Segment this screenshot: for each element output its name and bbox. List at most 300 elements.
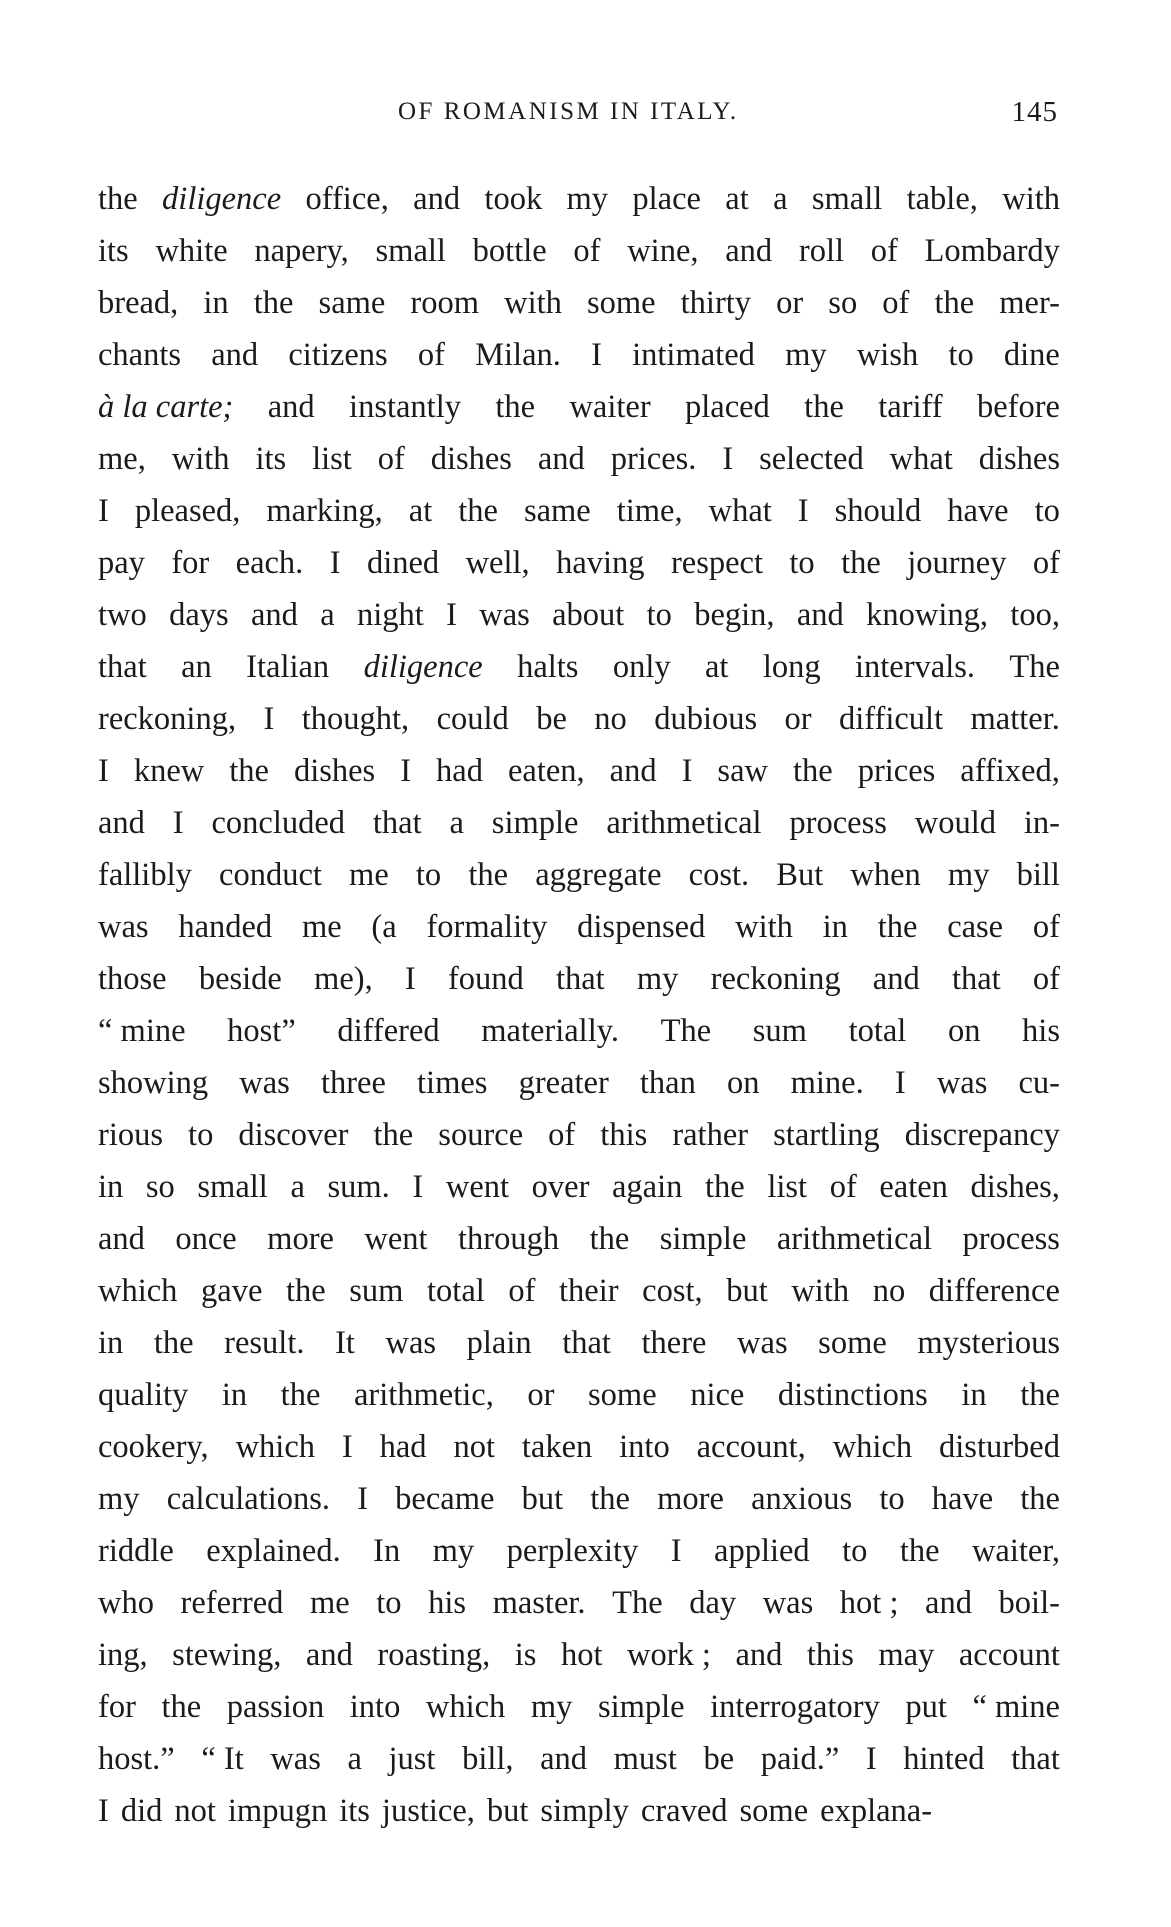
word: no (594, 701, 627, 737)
text-line (98, 277, 1060, 329)
word: mer- (999, 285, 1060, 321)
text-line (98, 1681, 1060, 1733)
word: “ mine (98, 1013, 186, 1049)
word: into (619, 1429, 670, 1465)
word: waiter, (971, 1533, 1060, 1569)
word: office, (305, 181, 389, 217)
word: tariff (878, 389, 943, 425)
word: and (537, 441, 585, 477)
word: his (428, 1585, 466, 1621)
word: in (822, 909, 848, 945)
word: simple (597, 1689, 685, 1725)
word: me), (314, 961, 373, 997)
word: I (98, 493, 109, 529)
word: eaten (879, 1169, 948, 1205)
word: for (171, 545, 210, 581)
word: halts (517, 649, 579, 685)
word: the (495, 389, 536, 425)
word: placed (685, 389, 770, 425)
word: with (1002, 181, 1060, 217)
word: when (850, 857, 921, 893)
word: in (98, 1169, 124, 1205)
word: that (951, 961, 1001, 997)
word: my (636, 961, 679, 997)
text-line (98, 1005, 1060, 1057)
word: a (290, 1169, 305, 1205)
word: dined (366, 545, 440, 581)
word: startling (773, 1117, 880, 1153)
word: explained. (206, 1533, 341, 1569)
text-line (98, 745, 1060, 797)
word: arithmetic, (353, 1377, 494, 1413)
word: to (376, 1585, 402, 1621)
word: napery, (254, 233, 349, 269)
text-line (98, 1421, 1060, 1473)
word: The (660, 1013, 712, 1049)
word: I (722, 441, 734, 477)
word: begin, (694, 597, 775, 633)
word: in (221, 1377, 248, 1413)
word: some (588, 1377, 657, 1413)
word: The (612, 1585, 663, 1621)
word: and (872, 961, 920, 997)
text-line (98, 1109, 1060, 1161)
word: the (804, 389, 844, 425)
word: of (1032, 909, 1060, 945)
word: me, (98, 441, 146, 477)
word: host.” (98, 1741, 175, 1777)
word: at (408, 493, 433, 529)
word: and (211, 337, 259, 373)
word: I (263, 701, 275, 737)
word: its (339, 1793, 370, 1829)
word: but (521, 1481, 564, 1517)
word: to (415, 857, 442, 893)
word: which (832, 1429, 913, 1465)
word: wish (856, 337, 919, 373)
word: not (174, 1793, 216, 1829)
word: dishes (430, 441, 512, 477)
word: work ; (626, 1637, 711, 1673)
word: same (318, 285, 386, 321)
text-line (98, 1733, 1060, 1785)
word: reckoning (710, 961, 841, 997)
word: conduct (219, 857, 322, 893)
word: that (562, 1325, 611, 1361)
text-line (98, 1265, 1060, 1317)
word: It (335, 1325, 355, 1361)
text-line (98, 901, 1060, 953)
word: waiter (569, 389, 651, 425)
word: have (947, 493, 1009, 529)
word: must (613, 1741, 677, 1777)
word: is (514, 1637, 537, 1673)
word: thirty (680, 285, 752, 321)
word: thought, (301, 701, 410, 737)
word: no (872, 1273, 906, 1309)
word: a (449, 805, 464, 841)
word: total (848, 1013, 907, 1049)
word: calculations. (166, 1481, 331, 1517)
word: Milan. (475, 337, 561, 373)
word: I (681, 753, 693, 789)
word: matter. (970, 701, 1060, 737)
word: cost, (642, 1273, 703, 1309)
word: pay (98, 545, 145, 581)
word: with (504, 285, 562, 321)
word: explana- (820, 1793, 933, 1829)
word: nice (690, 1377, 745, 1413)
word: differed (337, 1013, 440, 1049)
word: dishes (978, 441, 1060, 477)
word: prices (857, 753, 936, 789)
word: a (347, 1741, 362, 1777)
word: dine (1003, 337, 1060, 373)
word: cu- (1018, 1065, 1060, 1101)
word: was (239, 1065, 290, 1101)
word: applied (714, 1533, 810, 1569)
word: perplexity (506, 1533, 639, 1569)
word: of (1032, 545, 1060, 581)
word: of (829, 1169, 857, 1205)
word: knew (133, 753, 205, 789)
word: may (878, 1637, 935, 1673)
word: or (527, 1377, 555, 1413)
word: that (98, 649, 147, 685)
word: its (98, 233, 129, 269)
word: the (253, 285, 294, 321)
word: over (531, 1169, 590, 1205)
word: two (98, 597, 147, 633)
word: of (573, 233, 601, 269)
word: I (591, 337, 602, 373)
word: at (704, 649, 729, 685)
word: greater (518, 1065, 609, 1101)
word: list (767, 1169, 808, 1205)
word: of (508, 1273, 536, 1309)
word: disturbed (939, 1429, 1060, 1465)
word: mysterious (917, 1325, 1060, 1361)
word: I (446, 597, 457, 633)
word: only (612, 649, 671, 685)
word: handed (178, 909, 273, 945)
word: three (320, 1065, 386, 1101)
word: Lombardy (924, 233, 1060, 269)
word: interrogatory (710, 1689, 880, 1725)
word: I (670, 1533, 682, 1569)
word: aggregate (535, 857, 662, 893)
word: affixed, (960, 753, 1060, 789)
word: and (925, 1585, 972, 1621)
word: have (931, 1481, 994, 1517)
word: small (197, 1169, 268, 1205)
word: in (203, 285, 229, 321)
word: their (559, 1273, 619, 1309)
word: and (609, 753, 657, 789)
word: in (961, 1377, 987, 1413)
word: into (349, 1689, 401, 1725)
word: small (375, 233, 446, 269)
word: was (385, 1325, 437, 1361)
word: or (784, 701, 812, 737)
word: times (417, 1065, 488, 1101)
word: knowing, (866, 597, 988, 633)
word: concluded (211, 805, 346, 841)
word: was (737, 1325, 788, 1361)
word: mine. (790, 1065, 864, 1101)
word: à la carte; (98, 389, 234, 425)
word: cookery, (98, 1429, 209, 1465)
text-line (98, 953, 1060, 1005)
word: But (776, 857, 824, 893)
word: simple (659, 1221, 747, 1257)
word: that (372, 805, 422, 841)
word: wine, (627, 233, 699, 269)
word: would (914, 805, 996, 841)
word: the (841, 545, 881, 581)
word: roasting, (377, 1637, 491, 1673)
word: to (879, 1481, 905, 1517)
word: the (899, 1533, 940, 1569)
word: rather (672, 1117, 749, 1153)
word: formality (426, 909, 548, 945)
word: my (785, 337, 827, 373)
word: cost. (688, 857, 750, 893)
word: be (703, 1741, 735, 1777)
word: some (586, 285, 656, 321)
word: stewing, (172, 1637, 282, 1673)
word: so (145, 1169, 175, 1205)
word: my (98, 1481, 140, 1517)
word: and (413, 181, 461, 217)
word: I (797, 493, 809, 529)
word: was (98, 909, 149, 945)
word: each. (235, 545, 304, 581)
word: I (400, 753, 412, 789)
word: paid.” (760, 1741, 840, 1777)
text-line (98, 1525, 1060, 1577)
word: arithmetical (606, 805, 762, 841)
word: was (762, 1585, 814, 1621)
text-line (98, 1629, 1060, 1681)
word: reckoning, (98, 701, 237, 737)
text-line (98, 225, 1060, 277)
word: but (726, 1273, 768, 1309)
word: the (153, 1325, 194, 1361)
word: justice, (381, 1793, 475, 1829)
word: place (632, 181, 701, 217)
word: intimated (632, 337, 755, 373)
text-line (98, 641, 1060, 693)
word: I (865, 1741, 877, 1777)
word: not (453, 1429, 495, 1465)
word: materially. (481, 1013, 620, 1049)
word: which (235, 1429, 316, 1465)
word: arithmetical (776, 1221, 933, 1257)
word: prices. (610, 441, 697, 477)
word: of (417, 337, 445, 373)
word: difference (928, 1273, 1060, 1309)
word: the (705, 1169, 745, 1205)
word: master. (492, 1585, 586, 1621)
word: became (395, 1481, 495, 1517)
word: I (329, 545, 341, 581)
word: too, (1010, 597, 1060, 633)
text-line (98, 1785, 1060, 1837)
word: bill, (462, 1741, 514, 1777)
word: “ mine (972, 1689, 1060, 1725)
word: of (548, 1117, 576, 1153)
text-line (98, 485, 1060, 537)
word: on (947, 1013, 981, 1049)
word: me (349, 857, 389, 893)
word: anxious (751, 1481, 853, 1517)
word: craved (640, 1793, 728, 1829)
word: simply (540, 1793, 629, 1829)
word: dishes (293, 753, 376, 789)
word: with (735, 909, 793, 945)
word: I (98, 1793, 109, 1829)
word: took (484, 181, 543, 217)
word: with (171, 441, 230, 477)
text-line (98, 1577, 1060, 1629)
word: respect (670, 545, 763, 581)
word: a (773, 181, 788, 217)
word: I (357, 1481, 369, 1517)
word: list (312, 441, 352, 477)
word: of (377, 441, 405, 477)
word: night (356, 597, 424, 633)
word: passion (226, 1689, 325, 1725)
body-text (98, 173, 1060, 1837)
word: just (388, 1741, 436, 1777)
word: the (373, 1117, 414, 1153)
word: dishes, (970, 1169, 1060, 1205)
word: was (479, 597, 530, 633)
word: gave (201, 1273, 263, 1309)
word: the (280, 1377, 321, 1413)
word: quality (98, 1377, 189, 1413)
word: of (882, 285, 910, 321)
word: to (188, 1117, 214, 1153)
word: time, (616, 493, 683, 529)
word: had (379, 1429, 427, 1465)
running-head (98, 92, 1058, 132)
word: what (889, 441, 953, 477)
word: what (708, 493, 772, 529)
word: discrepancy (904, 1117, 1060, 1153)
word: discover (238, 1117, 349, 1153)
word: and (735, 1637, 783, 1673)
word: In (373, 1533, 401, 1569)
word: me (309, 1585, 350, 1621)
word: total (427, 1273, 485, 1309)
word: a (320, 597, 335, 633)
word: or (776, 285, 804, 321)
word: Italian (246, 649, 330, 685)
word: table, (906, 181, 978, 217)
word: roll (798, 233, 845, 269)
word: the (98, 181, 138, 217)
word: of (1032, 961, 1060, 997)
word: process (789, 805, 887, 841)
word: sum (752, 1013, 807, 1049)
word: referred (180, 1585, 284, 1621)
word: well, (465, 545, 530, 581)
word: hot (560, 1637, 603, 1673)
word: that (555, 961, 605, 997)
word: distinctions (777, 1377, 928, 1413)
word: and (305, 1637, 353, 1673)
word: this (600, 1117, 648, 1153)
word: should (834, 493, 922, 529)
word: and (98, 805, 145, 841)
word: put (905, 1689, 947, 1725)
text-line (98, 849, 1060, 901)
word: my (566, 181, 609, 217)
word: the (161, 1689, 202, 1725)
word: to (1034, 493, 1060, 529)
running-head-title: OF ROMANISM IN ITALY. (398, 98, 739, 125)
text-line (98, 381, 1060, 433)
word: I (341, 1429, 353, 1465)
word: my (432, 1533, 475, 1569)
word: more (657, 1481, 724, 1517)
word: the (877, 909, 918, 945)
word: of (870, 233, 898, 269)
word: its (255, 441, 287, 477)
word: and (250, 597, 298, 633)
text-line (98, 1473, 1060, 1525)
text-line (98, 173, 1060, 225)
word: dispensed (577, 909, 706, 945)
word: I (172, 805, 184, 841)
word: the (1020, 1481, 1060, 1517)
word: (a (371, 909, 397, 945)
word: which (98, 1273, 178, 1309)
word: which (425, 1689, 506, 1725)
word: eaten, (507, 753, 585, 789)
word: before (976, 389, 1060, 425)
word: riddle (98, 1533, 174, 1569)
word: who (98, 1585, 154, 1621)
word: pleased, (134, 493, 241, 529)
word: the (589, 1221, 630, 1257)
word: for (98, 1689, 136, 1725)
word: again (612, 1169, 683, 1205)
word: I (412, 1169, 424, 1205)
text-line (98, 1057, 1060, 1109)
word: marking, (266, 493, 383, 529)
word: white (155, 233, 228, 269)
word: same (523, 493, 591, 529)
text-line (98, 537, 1060, 589)
word: sum. (327, 1169, 390, 1205)
word: ing, (98, 1637, 148, 1673)
word: the (458, 493, 498, 529)
word: dubious (654, 701, 758, 737)
page-number: 145 (1011, 96, 1058, 128)
word: result. (224, 1325, 305, 1361)
word: went (445, 1169, 510, 1205)
word: on (727, 1065, 760, 1101)
word: bill (1016, 857, 1060, 893)
word: difficult (839, 701, 944, 737)
word: me (301, 909, 342, 945)
word: showing (98, 1065, 209, 1101)
word: process (962, 1221, 1060, 1257)
word: account, (696, 1429, 806, 1465)
